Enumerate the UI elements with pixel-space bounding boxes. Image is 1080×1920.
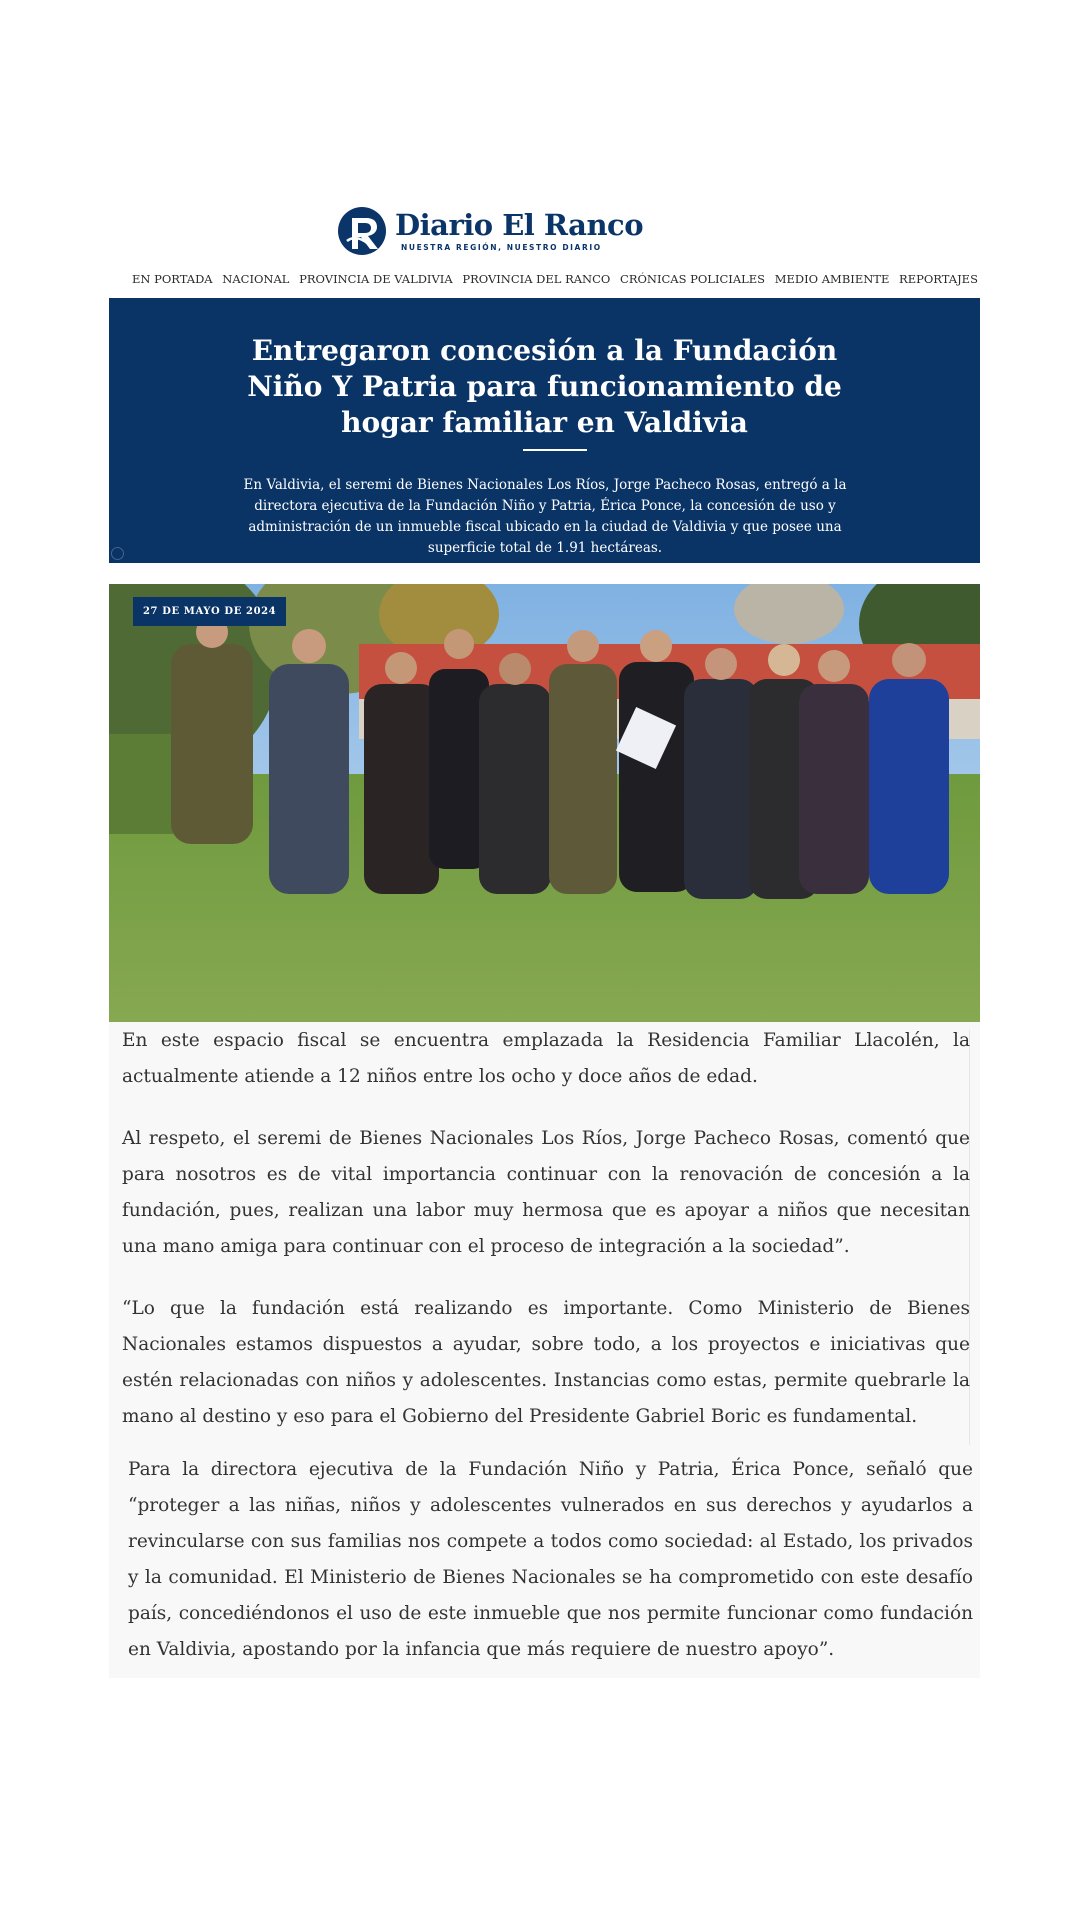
site-name: Diario El Ranco bbox=[395, 207, 644, 242]
article-title: Entregaron concesión a la Fundación Niño Y Patria para funcionamiento de hogar familiar en Valdivia bbox=[247, 334, 842, 439]
logo-r-icon bbox=[338, 207, 386, 255]
site-logo[interactable] bbox=[338, 207, 643, 255]
article-paragraph-1: En este espacio fiscal se encuentra emplazada la Residencia Familiar Llacolén, la actualmente atiende a 12 niños entre los ocho y doce años de edad. bbox=[122, 1030, 970, 1087]
nav-item-nacional[interactable]: NACIONAL bbox=[222, 272, 290, 286]
article-photo bbox=[109, 584, 980, 1022]
nav-item-cronicas-policiales[interactable]: CRÓNICAS POLICIALES bbox=[620, 272, 766, 286]
group-photo-illustration bbox=[109, 584, 980, 1022]
nav-item-reportajes[interactable]: REPORTAJES bbox=[899, 272, 978, 286]
nav-item-provincia-del-ranco[interactable]: PROVINCIA DEL RANCO bbox=[462, 272, 611, 286]
date-badge: 27 DE MAYO DE 2024 bbox=[133, 597, 286, 626]
main-nav bbox=[132, 272, 978, 286]
title-underline bbox=[523, 449, 587, 451]
corner-mark-icon bbox=[111, 547, 124, 560]
site-tagline: NUESTRA REGIÓN, NUESTRO DIARIO bbox=[401, 242, 602, 252]
nav-item-provincia-de-valdivia[interactable]: PROVINCIA DE VALDIVIA bbox=[299, 272, 453, 286]
article-lead: En Valdivia, el seremi de Bienes Nacionales Los Ríos, Jorge Pacheco Rosas, entregó a la directora ejecutiva de la Fundación Niño y Patria, Érica Ponce, la concesión de uso y administración de un inmueble fiscal ubicado en la ciudad de Valdivia y que posee una superficie total de 1.91 hectáreas. bbox=[243, 477, 847, 556]
article-paragraph-3: “Lo que la fundación está realizando es importante. Como Ministerio de Bienes Nacionales estamos dispuestos a ayudar, sobre todo, a los proyectos e iniciativas que estén relacionadas con niños y adolescentes. Instancias como estas, permite quebrarle la mano al destino y eso para el Gobierno del Presidente Gabriel Boric es fundamental. bbox=[122, 1298, 970, 1427]
article-hero bbox=[109, 298, 980, 563]
article-paragraph-2: Al respeto, el seremi de Bienes Nacionales Los Ríos, Jorge Pacheco Rosas, comentó que para nosotros es de vital importancia continuar con la renovación de concesión a la fundación, pues, realizan una labor muy hermosa que es apoyar a niños que necesitan una mano amiga para continuar con el proceso de integración a la sociedad”. bbox=[122, 1128, 970, 1257]
nav-item-en-portada[interactable]: EN PORTADA bbox=[132, 272, 213, 286]
nav-item-medio-ambiente[interactable]: MEDIO AMBIENTE bbox=[774, 272, 890, 286]
article-paragraph-4: Para la directora ejecutiva de la Fundación Niño y Patria, Érica Ponce, señaló que “proteger a las niñas, niños y adolescentes vulnerados en sus derechos y ayudarlos a revincularse con sus familias nos compete a todos como sociedad: al Estado, los privados y la comunidad. El Ministerio de Bienes Nacionales se ha comprometido con este desafío país, concediéndonos el uso de este inmueble que nos permite funcionar como fundación en Valdivia, apostando por la infancia que más requiere de nuestro apoyo”. bbox=[128, 1459, 973, 1660]
